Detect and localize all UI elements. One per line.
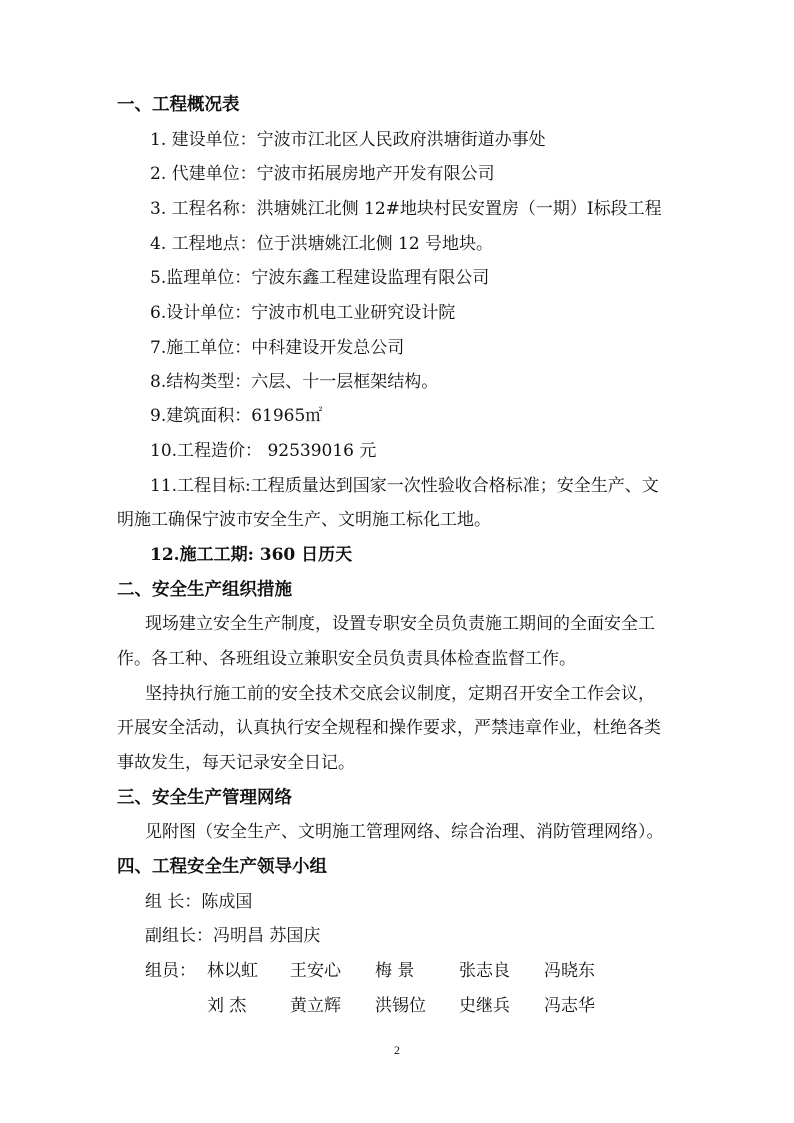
organization-paragraph-1-line2: 作。各工种、各班组设立兼职安全员负责具体检查监督工作。 [117, 649, 576, 669]
overview-item-9: 9.建筑面积：61965㎡ [150, 406, 323, 426]
overview-item-3: 3. 工程名称：洪塘姚江北侧 12#地块村民安置房（一期）Ⅰ标段工程 [150, 199, 662, 219]
section-title-overview: 一、工程概况表 [117, 95, 240, 115]
section-title-leadership: 四、工程安全生产领导小组 [117, 857, 327, 877]
overview-item-4: 4. 工程地点：位于洪塘姚江北侧 12 号地块。 [150, 234, 494, 254]
member-name: 王安心 [290, 961, 341, 981]
organization-paragraph-2-line2: 开展安全活动，认真执行安全规程和操作要求，严禁违章作业，杜绝各类 [117, 718, 661, 738]
overview-item-6: 6.设计单位：宁波市机电工业研究设计院 [150, 303, 456, 323]
organization-paragraph-2-line3: 事故发生，每天记录安全日记。 [117, 753, 355, 773]
overview-item-2: 2. 代建单位：宁波市拓展房地产开发有限公司 [150, 164, 495, 184]
members-label: 组员： [145, 961, 196, 981]
overview-item-8: 8.结构类型：六层、十一层框架结构。 [150, 372, 439, 392]
leadership-members-row-1 [145, 960, 665, 982]
overview-item-1: 1. 建设单位：宁波市江北区人民政府洪塘街道办事处 [150, 130, 546, 150]
overview-item-12: 12.施工工期: 360 日历天 [150, 545, 353, 565]
leadership-deputy: 副组长：冯明昌 苏国庆 [145, 926, 321, 946]
section-title-organization: 二、安全生产组织措施 [117, 580, 292, 600]
overview-item-10: 10.工程造价： 92539016 元 [150, 441, 377, 461]
member-name: 刘 杰 [207, 996, 247, 1016]
overview-item-5: 5.监理单位：宁波东鑫工程建设监理有限公司 [150, 268, 490, 288]
organization-paragraph-1-line1: 现场建立安全生产制度，设置专职安全员负责施工期间的全面安全工 [145, 614, 655, 634]
member-name: 洪锡位 [375, 996, 426, 1016]
network-paragraph: 见附图（安全生产、文明施工管理网络、综合治理、消防管理网络）。 [145, 822, 664, 842]
member-name: 史继兵 [459, 996, 510, 1016]
section-title-network: 三、安全生产管理网络 [117, 788, 292, 808]
leadership-members-row-2 [145, 995, 665, 1017]
member-name: 黄立辉 [290, 996, 341, 1016]
leadership-leader: 组 长：陈成国 [145, 892, 253, 912]
member-name: 梅 景 [375, 961, 415, 981]
organization-paragraph-2-line1: 坚持执行施工前的安全技术交底会议制度，定期召开安全工作会议， [145, 684, 655, 704]
member-name: 冯志华 [544, 996, 595, 1016]
overview-item-11-line2: 明施工确保宁波市安全生产、文明施工标化工地。 [117, 510, 491, 530]
member-name: 林以虹 [207, 961, 258, 981]
member-name: 冯晓东 [544, 961, 595, 981]
member-name: 张志良 [459, 961, 510, 981]
overview-item-11-line1: 11.工程目标:工程质量达到国家一次性验收合格标准；安全生产、文 [150, 476, 659, 496]
page-number: 2 [394, 1043, 400, 1057]
overview-item-7: 7.施工单位：中科建设开发总公司 [150, 338, 405, 358]
